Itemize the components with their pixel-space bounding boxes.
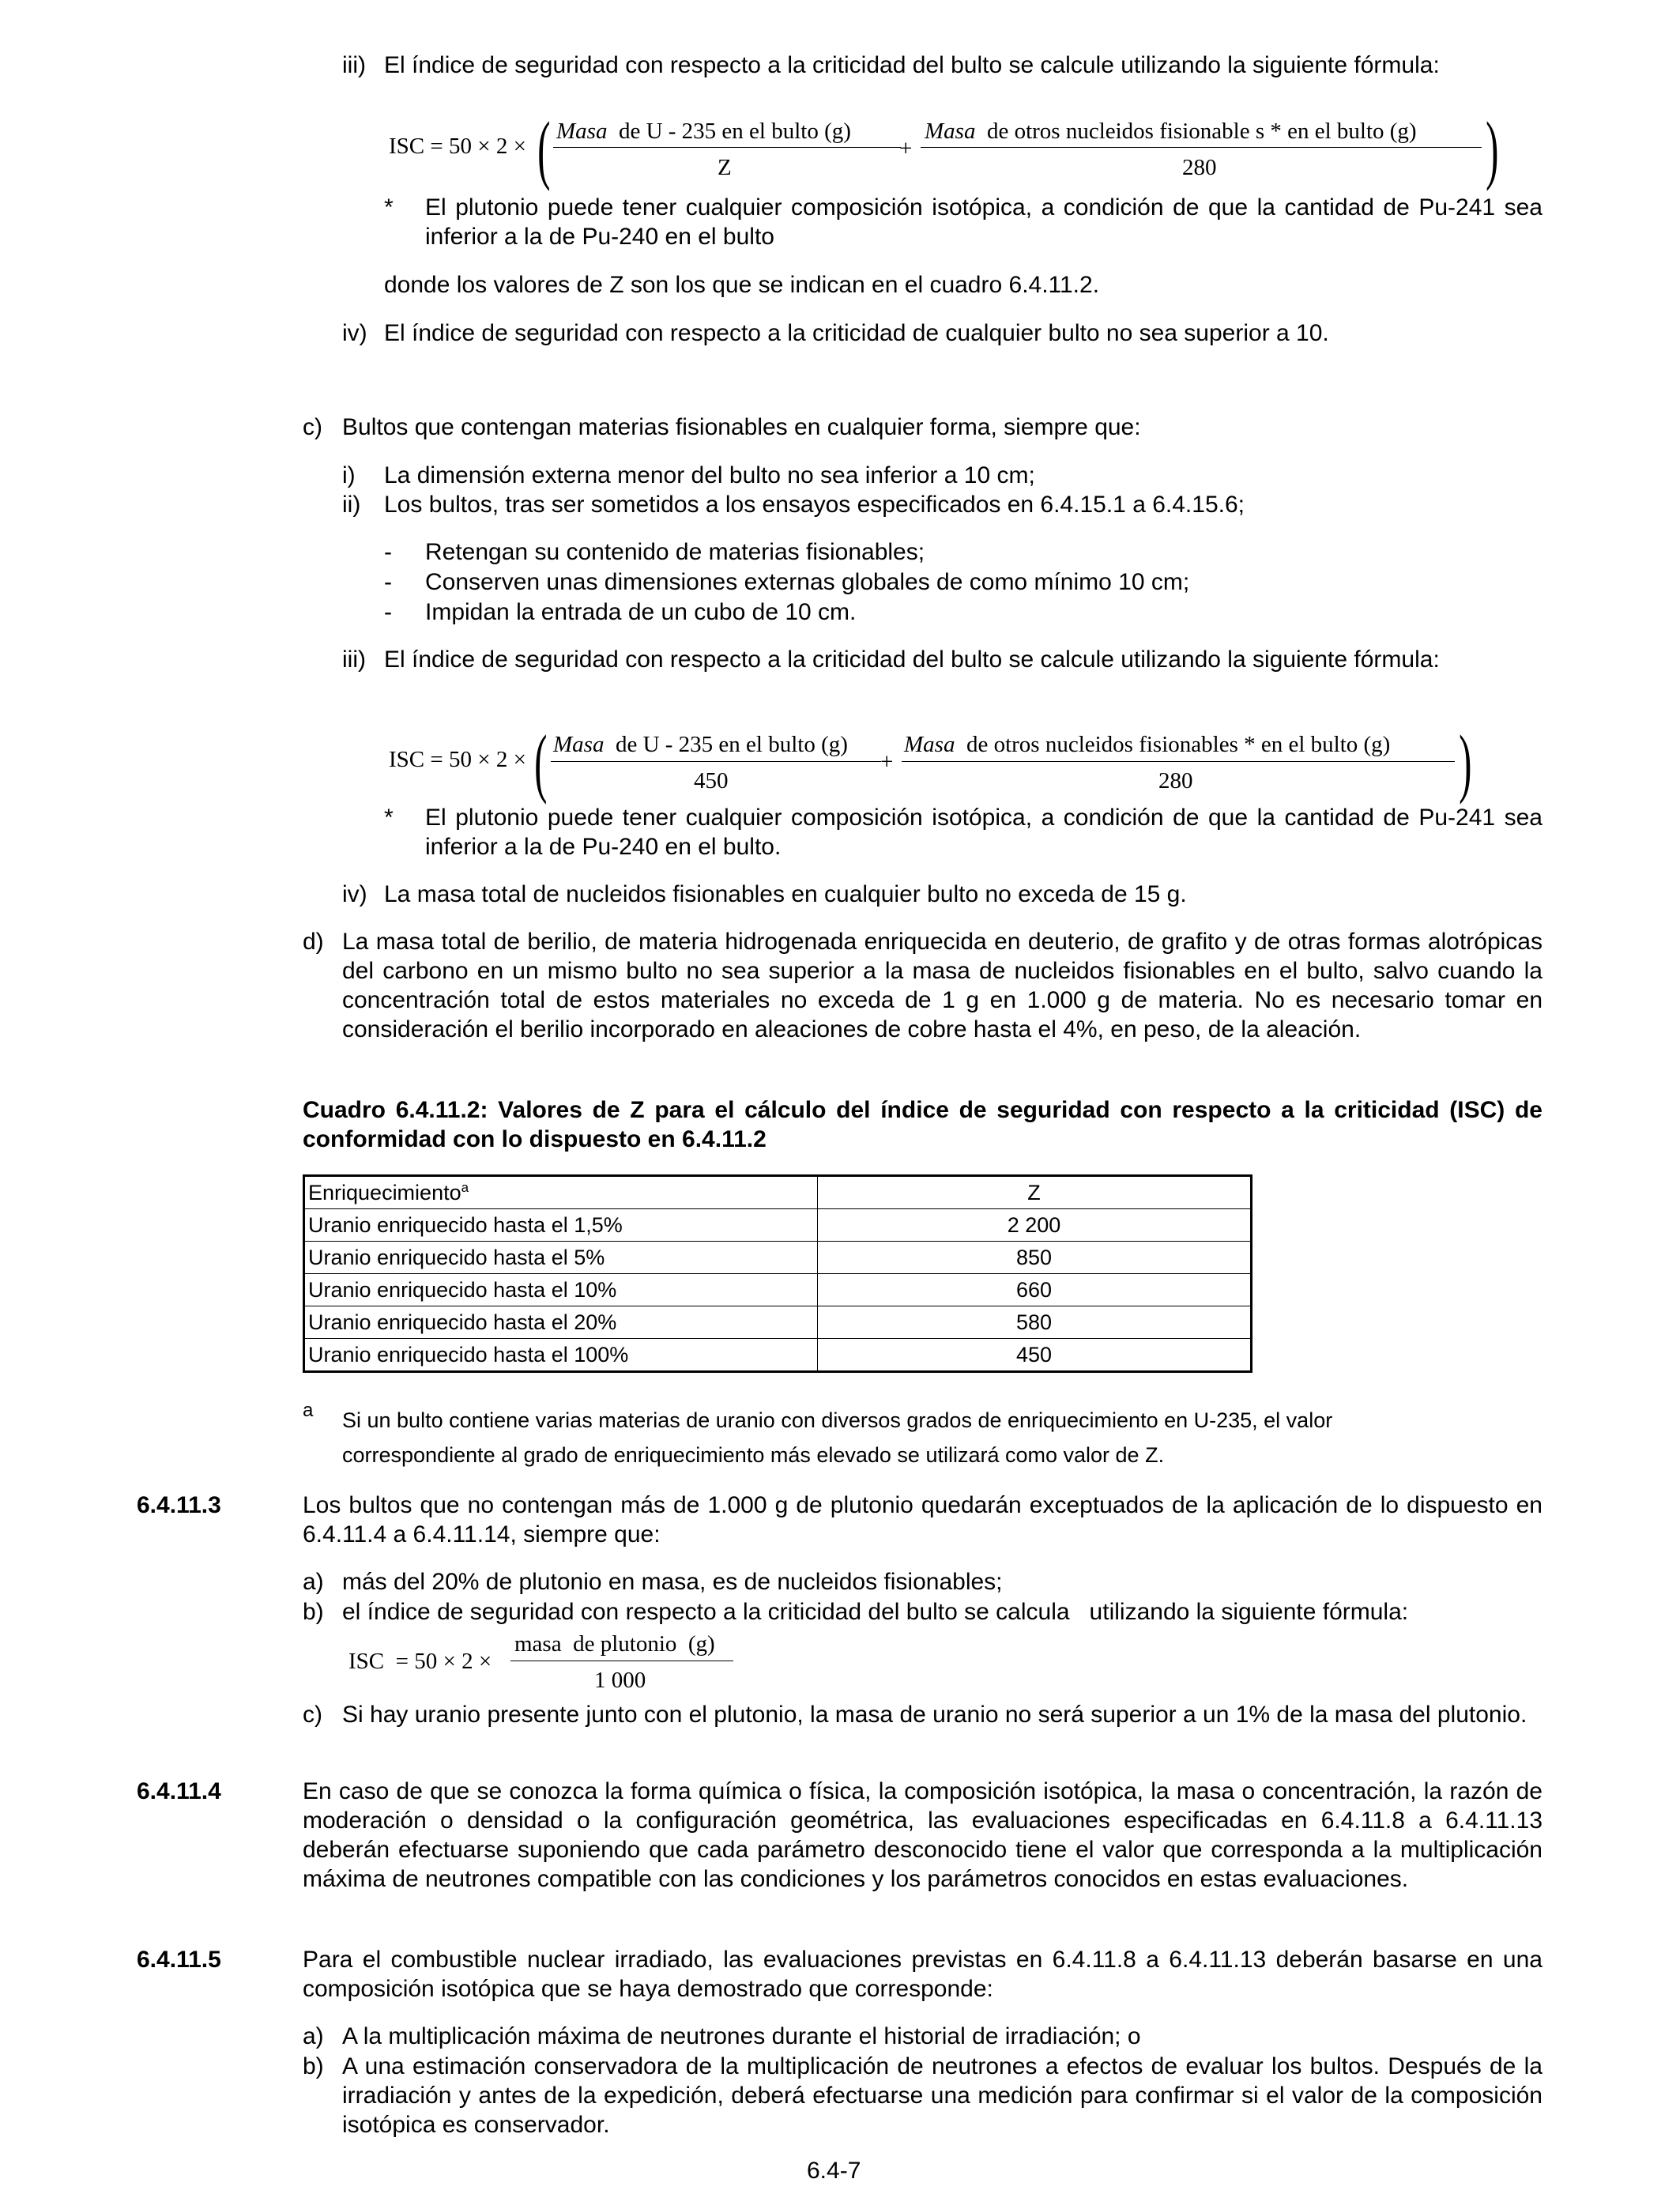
item-label: iv) — [342, 881, 367, 907]
table-cell: Uranio enriquecido hasta el 10% — [304, 1274, 818, 1306]
paragraph: El índice de seguridad con respecto a la criticidad del bulto se calcule utilizando la siguiente fórmula: — [384, 647, 1440, 673]
table-cell: Uranio enriquecido hasta el 20% — [304, 1306, 818, 1339]
close-paren: ) — [1486, 107, 1499, 192]
paragraph: A una estimación conservadora de la multiplicación de neutrones a efectos de evaluar los bultos. Después de la irradiación y antes de la expedición, deberá efectuarse una medición para confirmar si el valor de la composición isotópica es conservador. — [342, 2053, 1543, 2138]
paragraph: Si hay uranio presente junto con el plutonio, la masa de uranio no será superior a un 1% de la masa del plutonio. — [342, 1702, 1527, 1728]
formula-den1: Z — [718, 155, 732, 180]
paragraph: Para el combustible nuclear irradiado, las evaluaciones previstas en 6.4.11.8 a 6.4.11.13 deberán basarse en una composición isotópica que se haya demostrado que corresponde: — [303, 1947, 1543, 2002]
z-values-table — [303, 1174, 1252, 1373]
dash-label: - — [384, 599, 392, 625]
paragraph: A la multiplicación máxima de neutrones durante el historial de irradiación; o — [342, 2023, 1141, 2049]
formula-lhs: ISC = 50 × 2 × — [389, 747, 526, 772]
section-number: 6.4.11.5 — [137, 1947, 221, 1973]
note-label: * — [384, 194, 394, 221]
footnote: Si un bulto contiene varias materias de uranio con diversos grados de enriquecimiento en U-235, el valor correspondiente al grado de enriquecimiento más elevado se utilizará como valor de Z. — [342, 1408, 1333, 1467]
fraction-line — [551, 761, 881, 762]
item-label: iv) — [342, 320, 367, 346]
paragraph: El índice de seguridad con respecto a la criticidad del bulto se calcule utilizando la siguiente fórmula: — [384, 52, 1440, 78]
paragraph: El plutonio puede tener cualquier composición isotópica, a condición de que la cantidad de Pu-241 sea inferior a la de Pu-240 en el bulto. — [425, 805, 1543, 860]
paragraph: donde los valores de Z son los que se indican en el cuadro 6.4.11.2. — [384, 272, 1100, 298]
formula-num1: Masa de U - 235 en el bulto (g) — [553, 732, 848, 757]
open-paren: ( — [537, 107, 551, 192]
formula-den1: 450 — [694, 768, 729, 794]
paragraph: más del 20% de plutonio en masa, es de nucleidos fisionables; — [342, 1569, 1003, 1595]
item-label: i) — [342, 462, 356, 488]
formula-num2: Masa de otros nucleidos fisionable s * en el bulto (g) — [925, 119, 1417, 144]
table-cell: 850 — [818, 1242, 1252, 1274]
table-cell: Uranio enriquecido hasta el 1,5% — [304, 1209, 818, 1242]
paragraph: La dimensión externa menor del bulto no sea inferior a 10 cm; — [384, 462, 1035, 488]
table-cell: 2 200 — [818, 1209, 1252, 1242]
table-row — [304, 1306, 1252, 1339]
list-item: Impidan la entrada de un cubo de 10 cm. — [425, 599, 857, 625]
section-number: 6.4.11.4 — [137, 1778, 221, 1804]
item-label: a) — [303, 2023, 324, 2049]
open-paren: ( — [534, 720, 548, 805]
plus-sign: + — [880, 749, 894, 775]
paragraph: el índice de seguridad con respecto a la criticidad del bulto se calcula utilizando la siguiente fórmula: — [342, 1599, 1409, 1625]
formula-num1: Masa de U - 235 en el bulto (g) — [556, 119, 851, 144]
paragraph: Los bultos que no contengan más de 1.000 g de plutonio quedarán exceptuados de la aplicación de lo dispuesto en 6.4.11.4 a 6.4.11.14, siempre que: — [303, 1492, 1543, 1547]
formula-lhs: ISC = 50 × 2 × — [348, 1649, 492, 1674]
close-paren: ) — [1459, 720, 1472, 805]
item-label: a) — [303, 1569, 324, 1595]
table-cell: Uranio enriquecido hasta el 5% — [304, 1242, 818, 1274]
table-header-cell: Enriquecimiento$^a$ — [304, 1176, 818, 1209]
footnote-label: a — [303, 1400, 314, 1421]
table-header-row — [304, 1176, 1252, 1209]
note-label: * — [384, 805, 394, 831]
fraction-line — [553, 147, 901, 148]
item-label: d) — [303, 929, 324, 955]
table-cell: 450 — [818, 1339, 1252, 1372]
paragraph: La masa total de nucleidos fisionables en cualquier bulto no exceda de 15 g. — [384, 881, 1187, 907]
formula-num: masa de plutonio (g) — [514, 1631, 715, 1657]
paragraph: En caso de que se conozca la forma química o física, la composición isotópica, la masa o concentración, la razón de moderación o densidad o la configuración geométrica, las evaluaciones especificadas en 6.4.11.8 a 6.4.11.13 deberán efectuarse suponiendo que cada parámetro desconocido tiene el valor que corresponda a la multiplicación máxima de neutrones compatible con las condiciones y los parámetros conocidos en estas evaluaciones. — [303, 1778, 1543, 1892]
table-cell: 580 — [818, 1306, 1252, 1339]
table-row — [304, 1209, 1252, 1242]
paragraph: El índice de seguridad con respecto a la criticidad de cualquier bulto no sea superior a 10. — [384, 320, 1329, 346]
item-label: b) — [303, 2053, 324, 2079]
dash-label: - — [384, 539, 392, 565]
fraction-line — [921, 147, 1482, 148]
item-label: iii) — [342, 647, 366, 673]
table-row — [304, 1339, 1252, 1372]
formula-lhs: ISC = 50 × 2 × — [389, 134, 526, 159]
item-label: b) — [303, 1599, 324, 1625]
list-item: Retengan su contenido de materias fisionables; — [425, 539, 925, 565]
list-item: Conserven unas dimensiones externas globales de como mínimo 10 cm; — [425, 569, 1190, 595]
paragraph: El plutonio puede tener cualquier composición isotópica, a condición de que la cantidad de Pu-241 sea inferior a la de Pu-240 en el bulto — [425, 194, 1543, 250]
item-label: c) — [303, 414, 322, 440]
plus-sign: + — [899, 136, 913, 161]
paragraph: Bultos que contengan materias fisionables en cualquier forma, siempre que: — [342, 414, 1141, 440]
table-header-cell: Z — [818, 1176, 1252, 1209]
formula-den2: 280 — [1182, 155, 1217, 180]
paragraph: Los bultos, tras ser sometidos a los ensayos especificados en 6.4.15.1 a 6.4.15.6; — [384, 492, 1245, 518]
table-caption: Cuadro 6.4.11.2: Valores de Z para el cálculo del índice de seguridad con respecto a la criticidad (ISC) de conformidad con lo dispuesto en 6.4.11.2 — [303, 1097, 1543, 1152]
item-label: c) — [303, 1702, 322, 1728]
page-number: 6.4-7 — [807, 2158, 861, 2184]
section-number: 6.4.11.3 — [137, 1492, 221, 1518]
paragraph: La masa total de berilio, de materia hidrogenada enriquecida en deuterio, de grafito y de otras formas alotrópicas del carbono en un mismo bulto no sea superior a la masa de nucleidos fisionables en el bulto, salvo cuando la concentración total de estos materiales no exceda de 1 g en 1.000 g de materia. No es necesario tomar en consideración el berilio incorporado en aleaciones de cobre hasta el 4%, en peso, de la aleación. — [342, 929, 1543, 1042]
table-row — [304, 1274, 1252, 1306]
table-cell: Uranio enriquecido hasta el 100% — [304, 1339, 818, 1372]
item-label: iii) — [342, 52, 366, 78]
formula-den: 1 000 — [594, 1668, 646, 1693]
table-cell: 660 — [818, 1274, 1252, 1306]
fraction-line — [902, 761, 1455, 762]
dash-label: - — [384, 569, 392, 595]
formula-den2: 280 — [1158, 768, 1193, 794]
formula-num2: Masa de otros nucleidos fisionables * en el bulto (g) — [904, 732, 1391, 757]
table-row — [304, 1242, 1252, 1274]
item-label: ii) — [342, 492, 361, 518]
